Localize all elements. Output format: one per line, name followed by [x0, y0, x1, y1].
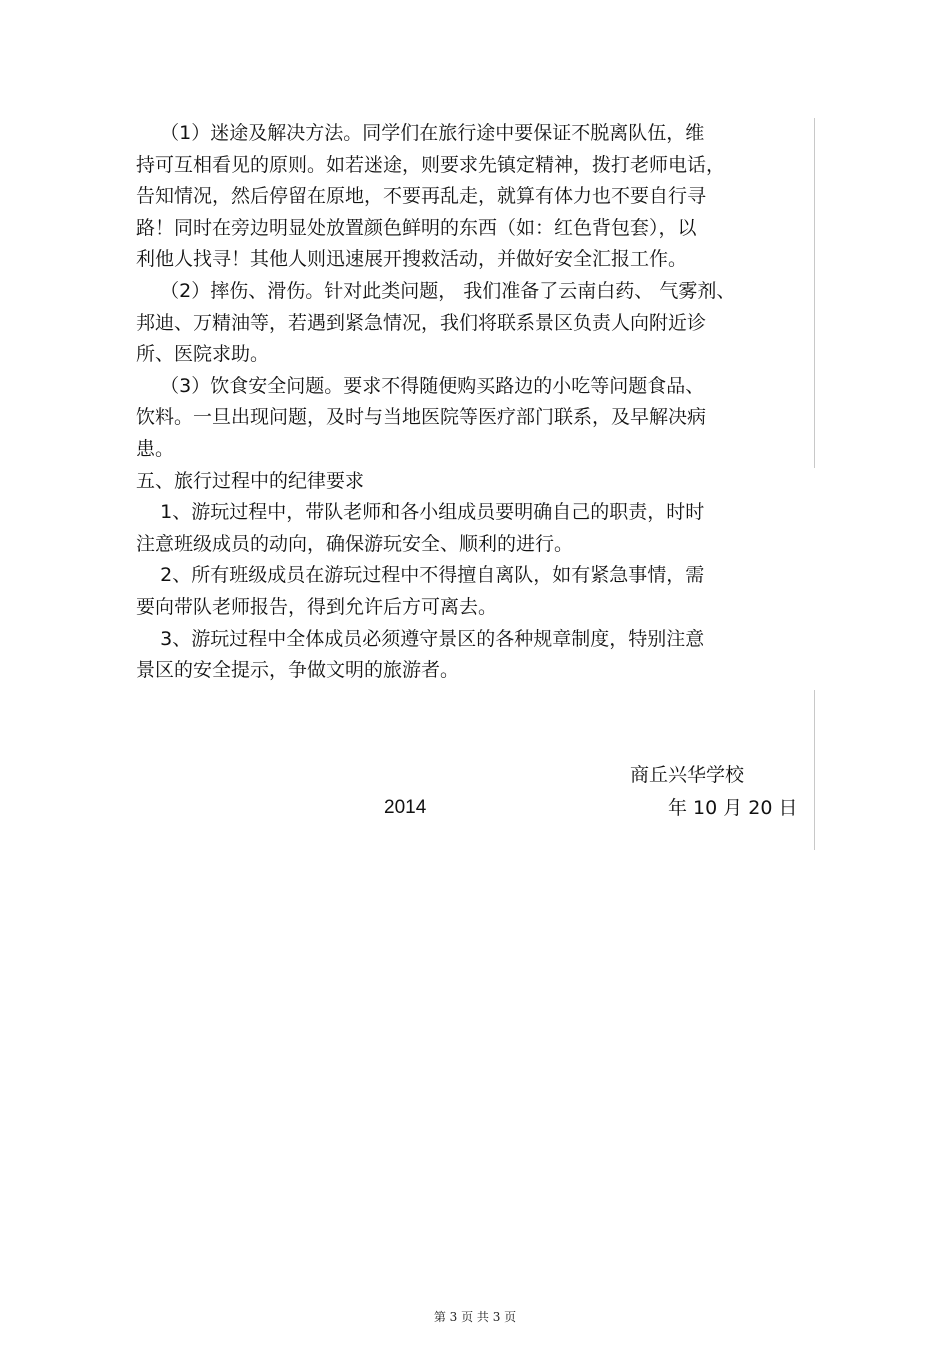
- section-heading: 五、旅行过程中的纪律要求: [136, 469, 365, 492]
- signature-year: 2014: [384, 797, 427, 818]
- text-line: 注意班级成员的动向，确保游玩安全、顺利的进行。: [136, 532, 574, 555]
- text-line: （2）摔伤、滑伤。针对此类问题， 我们准备了云南白药、 气雾剂、: [136, 279, 736, 302]
- signature-month-day: 年 10 月 20 日: [668, 797, 798, 819]
- text-line: 持可互相看见的原则。如若迷途，则要求先镇定精神，拨打老师电话，: [136, 153, 726, 176]
- text-line: 路！同时在旁边明显处放置颜色鲜明的东西（如：红色背包套），以: [136, 216, 697, 239]
- text-line: 景区的安全提示，争做文明的旅游者。: [136, 659, 460, 682]
- text-line: 饮料。一旦出现问题，及时与当地医院等医疗部门联系，及早解决病: [136, 406, 707, 429]
- page-number-footer: 第 3 页 共 3 页: [433, 1310, 517, 1324]
- text-line: 所、医院求助。: [136, 343, 270, 366]
- text-line: 邦迪、万精油等，若遇到紧急情况，我们将联系景区负责人向附近诊: [136, 311, 707, 334]
- text-line: 告知情况，然后停留在原地，不要再乱走，就算有体力也不要自行寻: [136, 185, 707, 208]
- text-line: 患。: [136, 437, 175, 460]
- text-line: 1、游玩过程中，带队老师和各小组成员要明确自己的职责，时时: [136, 501, 705, 524]
- text-line: 要向带队老师报告，得到允许后方可离去。: [136, 595, 498, 618]
- margin-rule-bottom: [814, 690, 815, 850]
- text-line: （3）饮食安全问题。要求不得随便购买路边的小吃等问题食品、: [136, 374, 705, 397]
- text-line: 利他人找寻！其他人则迅速展开搜救活动，并做好安全汇报工作。: [136, 248, 688, 271]
- text-line: 2、所有班级成员在游玩过程中不得擅自离队，如有紧急事情，需: [136, 564, 705, 587]
- body-text: [136, 118, 816, 687]
- text-line: 3、游玩过程中全体成员必须遵守景区的各种规章制度，特别注意: [136, 627, 705, 650]
- text-line: （1）迷途及解决方法。同学们在旅行途中要保证不脱离队伍，维: [136, 122, 705, 144]
- signature-school: 商丘兴华学校: [630, 764, 745, 786]
